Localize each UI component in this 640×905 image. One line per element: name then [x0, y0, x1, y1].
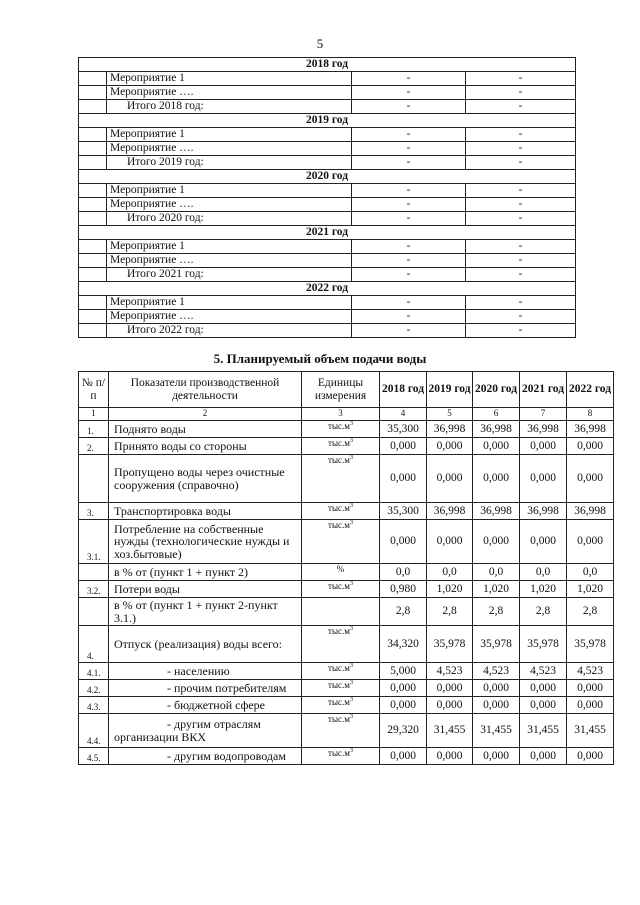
plan-row	[79, 503, 614, 520]
plan-row	[79, 564, 614, 581]
plan-row	[79, 520, 614, 564]
year-header-row	[79, 226, 576, 240]
header-year: 2021 год	[520, 372, 567, 408]
plan-row	[79, 626, 614, 663]
event-row	[79, 296, 576, 310]
event-name: Мероприятие 1	[107, 296, 352, 310]
header-year: 2022 год	[567, 372, 614, 408]
plan-row	[79, 581, 614, 598]
event-blank-cell	[79, 324, 107, 338]
event-value: -	[352, 128, 466, 142]
event-value: -	[352, 268, 466, 282]
value-cell: 4,523	[520, 663, 567, 680]
unit-base: тыс.м	[328, 680, 350, 690]
unit-exponent: 3	[349, 663, 353, 669]
event-value: -	[466, 198, 576, 212]
header-year: 2018 год	[380, 372, 427, 408]
value-cell: 35,978	[473, 626, 520, 663]
unit-base: тыс.м	[328, 438, 350, 448]
value-cell: 0,0	[520, 564, 567, 581]
indicator-cell: Потери воды	[109, 581, 302, 598]
event-name: Итого 2020 год:	[107, 212, 352, 226]
value-cell: 36,998	[567, 421, 614, 438]
unit-base: тыс.м	[328, 714, 350, 724]
unit-base: тыс.м	[328, 455, 350, 465]
unit-exponent: 3	[349, 581, 353, 587]
unit-cell	[302, 714, 380, 748]
event-blank-cell	[79, 142, 107, 156]
event-name: Мероприятие 1	[107, 184, 352, 198]
row-number: 3.	[79, 503, 109, 520]
value-cell: 31,455	[520, 714, 567, 748]
plan-header-row	[79, 372, 614, 408]
event-blank-cell	[79, 100, 107, 114]
value-cell: 0,0	[473, 564, 520, 581]
row-number: 4.4.	[79, 714, 109, 748]
value-cell: 4,523	[427, 663, 473, 680]
event-value: -	[466, 254, 576, 268]
event-value: -	[352, 198, 466, 212]
event-row	[79, 212, 576, 226]
row-number: 1.	[79, 421, 109, 438]
value-cell: 0,000	[427, 697, 473, 714]
indicator-cell: Потребление на собственные нужды (технологические нужды и хоз.бытовые)	[109, 520, 302, 564]
indicator-cell: Пропущено воды через очистные сооружения (справочно)	[109, 455, 302, 503]
event-row	[79, 86, 576, 100]
value-cell: 0,000	[380, 455, 427, 503]
indicator-line: - другим отраслям	[167, 716, 261, 731]
value-cell: 0,0	[427, 564, 473, 581]
indicator-cell: в % от (пункт 1 + пункт 2-пункт 3.1.)	[109, 598, 302, 626]
value-cell: 0,000	[567, 455, 614, 503]
event-value: -	[466, 156, 576, 170]
unit-cell	[302, 748, 380, 765]
value-cell: 0,0	[380, 564, 427, 581]
header-indicator: Показатели производственной деятельности	[109, 372, 302, 408]
indicator-cell: в % от (пункт 1 + пункт 2)	[109, 564, 302, 581]
header-num: № п/п	[79, 372, 109, 408]
plan-index-row	[79, 408, 614, 421]
unit-cell	[302, 680, 380, 697]
value-cell: 0,000	[473, 520, 520, 564]
index-cell: 4	[380, 408, 427, 421]
unit-base: тыс.м	[328, 697, 350, 707]
indicator-cell: - бюджетной сфере	[109, 697, 302, 714]
event-blank-cell	[79, 86, 107, 100]
event-value: -	[466, 268, 576, 282]
index-cell: 1	[79, 408, 109, 421]
value-cell: 34,320	[380, 626, 427, 663]
value-cell: 31,455	[427, 714, 473, 748]
row-number	[79, 598, 109, 626]
value-cell: 29,320	[380, 714, 427, 748]
event-value: -	[466, 128, 576, 142]
unit-exponent: 3	[349, 455, 353, 461]
event-value: -	[352, 310, 466, 324]
value-cell: 1,020	[567, 581, 614, 598]
unit-exponent: 3	[349, 748, 353, 754]
unit-cell	[302, 598, 380, 626]
value-cell: 5,000	[380, 663, 427, 680]
event-row	[79, 240, 576, 254]
value-cell: 0,000	[427, 680, 473, 697]
event-value: -	[352, 212, 466, 226]
unit-base: тыс.м	[328, 626, 350, 636]
value-cell: 0,000	[473, 680, 520, 697]
indicator-cell: Поднято воды	[109, 421, 302, 438]
value-cell: 36,998	[520, 421, 567, 438]
row-number: 4.1.	[79, 663, 109, 680]
event-row	[79, 156, 576, 170]
year-header-row	[79, 282, 576, 296]
value-cell: 35,978	[567, 626, 614, 663]
unit-cell	[302, 626, 380, 663]
row-number: 4.3.	[79, 697, 109, 714]
index-cell: 2	[109, 408, 302, 421]
event-name: Мероприятие ….	[107, 254, 352, 268]
plan-row	[79, 421, 614, 438]
event-name: Мероприятие 1	[107, 128, 352, 142]
index-cell: 5	[427, 408, 473, 421]
event-row	[79, 142, 576, 156]
year-header-row	[79, 170, 576, 184]
indicator-cell: Отпуск (реализация) воды всего:	[109, 626, 302, 663]
unit-exponent: 3	[349, 680, 353, 686]
event-value: -	[466, 72, 576, 86]
unit-cell	[302, 581, 380, 598]
row-number: 4.	[79, 626, 109, 663]
unit-base: тыс.м	[328, 663, 350, 673]
value-cell: 0,000	[380, 697, 427, 714]
value-cell: 0,000	[520, 748, 567, 765]
value-cell: 31,455	[473, 714, 520, 748]
plan-row	[79, 455, 614, 503]
plan-row	[79, 438, 614, 455]
unit-cell: %	[302, 564, 380, 581]
value-cell: 0,000	[427, 520, 473, 564]
value-cell: 0,000	[380, 438, 427, 455]
value-cell: 0,000	[427, 438, 473, 455]
year-label: 2018 год	[79, 58, 576, 72]
value-cell: 36,998	[427, 503, 473, 520]
index-cell: 8	[567, 408, 614, 421]
value-cell: 1,020	[473, 581, 520, 598]
event-name: Итого 2022 год:	[107, 324, 352, 338]
value-cell: 36,998	[473, 421, 520, 438]
event-blank-cell	[79, 198, 107, 212]
event-value: -	[466, 142, 576, 156]
event-value: -	[466, 212, 576, 226]
value-cell: 2,8	[380, 598, 427, 626]
value-cell: 2,8	[427, 598, 473, 626]
event-value: -	[352, 86, 466, 100]
value-cell: 0,000	[567, 697, 614, 714]
event-name: Мероприятие ….	[107, 86, 352, 100]
unit-exponent: 3	[349, 503, 353, 509]
unit-cell	[302, 697, 380, 714]
event-row	[79, 72, 576, 86]
value-cell: 36,998	[427, 421, 473, 438]
value-cell: 0,000	[473, 438, 520, 455]
unit-exponent: 3	[349, 520, 353, 526]
value-cell: 4,523	[567, 663, 614, 680]
value-cell: 36,998	[567, 503, 614, 520]
year-label: 2019 год	[79, 114, 576, 128]
unit-exponent: 3	[349, 697, 353, 703]
value-cell: 0,000	[567, 520, 614, 564]
indicator-cell	[109, 714, 302, 748]
indicator-cell: - прочим потребителям	[109, 680, 302, 697]
row-number	[79, 455, 109, 503]
event-blank-cell	[79, 240, 107, 254]
year-label: 2021 год	[79, 226, 576, 240]
unit-exponent: 3	[349, 714, 353, 720]
value-cell: 35,978	[427, 626, 473, 663]
event-blank-cell	[79, 212, 107, 226]
value-cell: 0,000	[473, 455, 520, 503]
value-cell: 0,000	[427, 455, 473, 503]
unit-base: тыс.м	[328, 748, 350, 758]
value-cell: 2,8	[520, 598, 567, 626]
value-cell: 0,0	[567, 564, 614, 581]
indicator-cell: - другим водопроводам	[109, 748, 302, 765]
index-cell: 6	[473, 408, 520, 421]
unit-cell	[302, 455, 380, 503]
event-name: Мероприятие ….	[107, 198, 352, 212]
value-cell: 36,998	[520, 503, 567, 520]
event-blank-cell	[79, 254, 107, 268]
value-cell: 0,980	[380, 581, 427, 598]
event-row	[79, 254, 576, 268]
event-name: Мероприятие ….	[107, 142, 352, 156]
unit-cell	[302, 421, 380, 438]
event-row	[79, 128, 576, 142]
event-value: -	[466, 310, 576, 324]
indicator-line: организации ВКХ	[114, 729, 207, 744]
event-value: -	[352, 324, 466, 338]
value-cell: 0,000	[520, 520, 567, 564]
value-cell: 0,000	[567, 748, 614, 765]
event-row	[79, 184, 576, 198]
value-cell: 35,300	[380, 503, 427, 520]
unit-exponent: 3	[349, 421, 353, 427]
event-value: -	[466, 296, 576, 310]
plan-row	[79, 598, 614, 626]
event-value: -	[352, 72, 466, 86]
row-number: 3.1.	[79, 520, 109, 564]
unit-base: тыс.м	[328, 503, 350, 513]
event-name: Итого 2021 год:	[107, 268, 352, 282]
value-cell: 2,8	[567, 598, 614, 626]
section-title: 5. Планируемый объем подачи воды	[213, 351, 427, 366]
plan-row	[79, 697, 614, 714]
event-name: Итого 2019 год:	[107, 156, 352, 170]
event-value: -	[352, 156, 466, 170]
value-cell: 35,300	[380, 421, 427, 438]
value-cell: 4,523	[473, 663, 520, 680]
event-blank-cell	[79, 156, 107, 170]
year-label: 2020 год	[79, 170, 576, 184]
value-cell: 0,000	[380, 520, 427, 564]
value-cell: 0,000	[567, 438, 614, 455]
event-value: -	[352, 296, 466, 310]
value-cell: 0,000	[380, 748, 427, 765]
row-number: 3.2.	[79, 581, 109, 598]
event-value: -	[352, 100, 466, 114]
plan-row	[79, 680, 614, 697]
plan-table	[78, 371, 614, 765]
event-row	[79, 324, 576, 338]
header-unit: Единицы измерения	[302, 372, 380, 408]
event-value: -	[352, 254, 466, 268]
index-cell: 3	[302, 408, 380, 421]
event-row	[79, 198, 576, 212]
event-value: -	[352, 240, 466, 254]
event-blank-cell	[79, 72, 107, 86]
event-value: -	[466, 100, 576, 114]
value-cell: 0,000	[380, 680, 427, 697]
row-number: 4.2.	[79, 680, 109, 697]
header-year: 2020 год	[473, 372, 520, 408]
event-blank-cell	[79, 310, 107, 324]
row-number: 4.5.	[79, 748, 109, 765]
event-value: -	[352, 142, 466, 156]
value-cell: 0,000	[473, 748, 520, 765]
unit-exponent: 3	[349, 438, 353, 444]
value-cell: 0,000	[520, 455, 567, 503]
value-cell: 1,020	[427, 581, 473, 598]
value-cell: 0,000	[427, 748, 473, 765]
event-name: Мероприятие ….	[107, 310, 352, 324]
event-blank-cell	[79, 128, 107, 142]
row-number	[79, 564, 109, 581]
year-header-row	[79, 114, 576, 128]
indicator-cell: Транспортировка воды	[109, 503, 302, 520]
value-cell: 1,020	[520, 581, 567, 598]
indicator-cell: - населению	[109, 663, 302, 680]
value-cell: 0,000	[520, 438, 567, 455]
unit-base: тыс.м	[328, 520, 350, 530]
value-cell: 35,978	[520, 626, 567, 663]
value-cell: 36,998	[473, 503, 520, 520]
event-row	[79, 310, 576, 324]
event-blank-cell	[79, 268, 107, 282]
event-name: Итого 2018 год:	[107, 100, 352, 114]
plan-row	[79, 748, 614, 765]
event-value: -	[466, 184, 576, 198]
index-cell: 7	[520, 408, 567, 421]
row-number: 2.	[79, 438, 109, 455]
unit-cell	[302, 438, 380, 455]
value-cell: 0,000	[520, 680, 567, 697]
value-cell: 0,000	[520, 697, 567, 714]
unit-exponent: 3	[349, 626, 353, 632]
event-name: Мероприятие 1	[107, 72, 352, 86]
value-cell: 31,455	[567, 714, 614, 748]
event-row	[79, 100, 576, 114]
event-row	[79, 268, 576, 282]
year-label: 2022 год	[79, 282, 576, 296]
event-name: Мероприятие 1	[107, 240, 352, 254]
event-value: -	[466, 324, 576, 338]
page-number: 5	[316, 36, 324, 51]
event-value: -	[466, 240, 576, 254]
event-value: -	[466, 86, 576, 100]
value-cell: 2,8	[473, 598, 520, 626]
unit-base: тыс.м	[328, 421, 350, 431]
plan-row	[79, 663, 614, 680]
unit-base: тыс.м	[328, 581, 350, 591]
event-blank-cell	[79, 296, 107, 310]
value-cell: 0,000	[567, 680, 614, 697]
event-value: -	[352, 184, 466, 198]
plan-row	[79, 714, 614, 748]
events-table	[78, 57, 576, 338]
unit-cell	[302, 663, 380, 680]
event-blank-cell	[79, 184, 107, 198]
header-year: 2019 год	[427, 372, 473, 408]
unit-cell	[302, 503, 380, 520]
year-header-row	[79, 58, 576, 72]
indicator-cell: Принято воды со стороны	[109, 438, 302, 455]
value-cell: 0,000	[473, 697, 520, 714]
unit-cell	[302, 520, 380, 564]
